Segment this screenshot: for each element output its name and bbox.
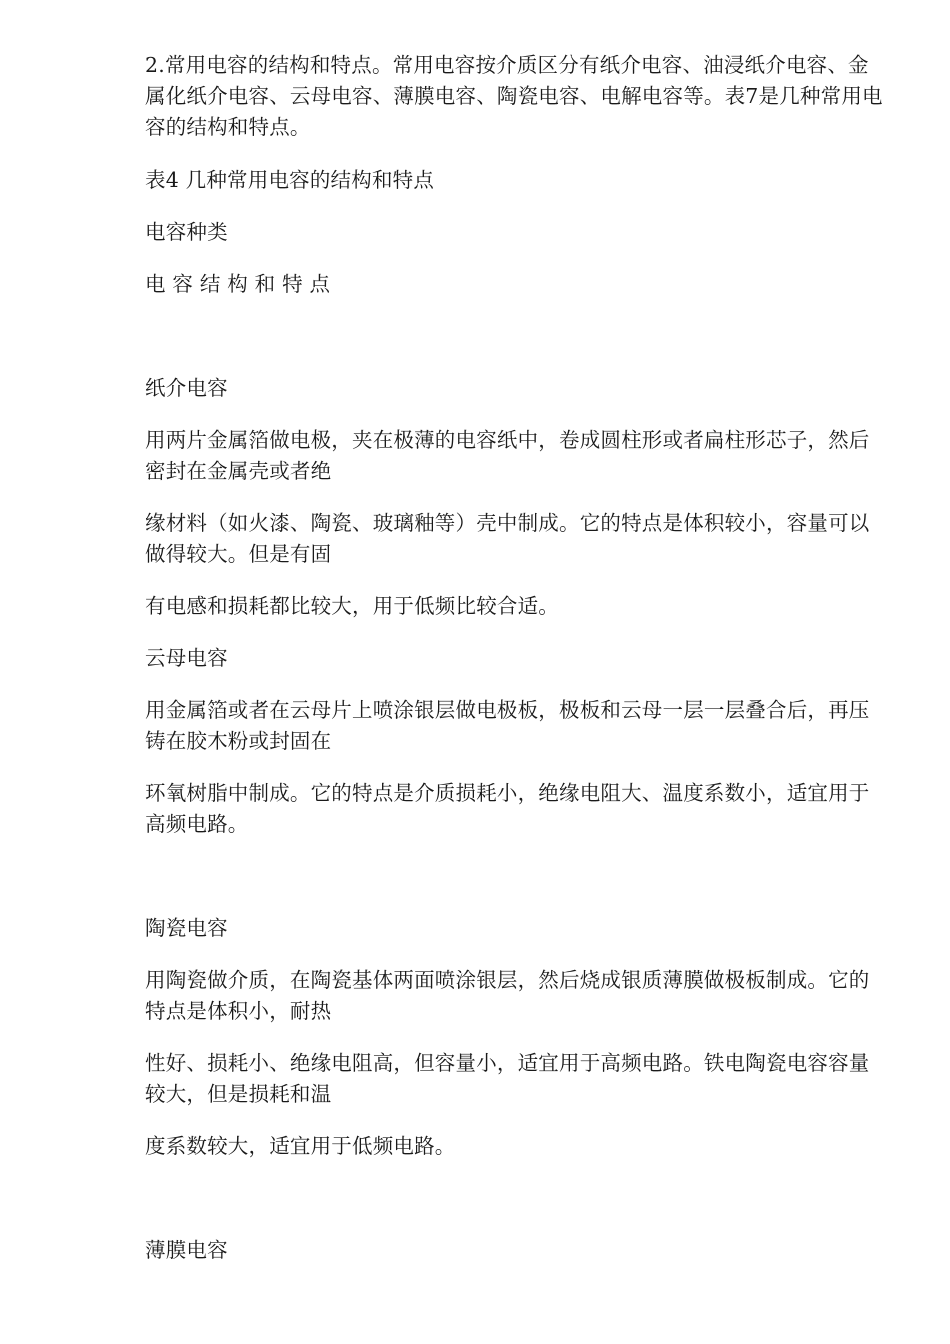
capacitor-type-paper: 纸介电容: [145, 376, 228, 400]
paper-description-3: 有电感和损耗都比较大，用于低频比较合适。: [145, 594, 559, 618]
column-header-type: 电容种类: [145, 220, 228, 244]
paper-description-1: 用两片金属箔做电极，夹在极薄的电容纸中，卷成圆柱形或者扁柱形芯子，然后密封在金属壳或者绝: [145, 428, 870, 483]
ceramic-description-2: 性好、损耗小、绝缘电阻高，但容量小，适宜用于高频电路。铁电陶瓷电容容量较大，但是损耗和温: [145, 1051, 870, 1106]
capacitor-type-mica: 云母电容: [145, 646, 228, 670]
capacitor-type-film: 薄膜电容: [145, 1238, 228, 1262]
paper-description-2: 缘材料（如火漆、陶瓷、玻璃釉等）壳中制成。它的特点是体积较小，容量可以做得较大。但是有固: [145, 511, 870, 566]
table-caption: 表4 几种常用电容的结构和特点: [145, 168, 435, 192]
ceramic-description-3: 度系数较大，适宜用于低频电路。: [145, 1134, 456, 1158]
document-page: [145, 50, 885, 1266]
mica-description-2: 环氧树脂中制成。它的特点是介质损耗小，绝缘电阻大、温度系数小，适宜用于高频电路。: [145, 781, 870, 836]
capacitor-type-ceramic: 陶瓷电容: [145, 916, 228, 940]
column-header-description: 电 容 结 构 和 特 点: [145, 272, 331, 296]
intro-paragraph: 2.常用电容的结构和特点。常用电容按介质区分有纸介电容、油浸纸介电容、金属化纸介电容、云母电容、薄膜电容、陶瓷电容、电解电容等。表7是几种常用电容的结构和特点。: [145, 53, 883, 139]
mica-description-1: 用金属箔或者在云母片上喷涂银层做电极板，极板和云母一层一层叠合后，再压铸在胶木粉或封固在: [145, 698, 870, 753]
ceramic-description-1: 用陶瓷做介质，在陶瓷基体两面喷涂银层，然后烧成银质薄膜做极板制成。它的特点是体积小，耐热: [145, 968, 870, 1023]
